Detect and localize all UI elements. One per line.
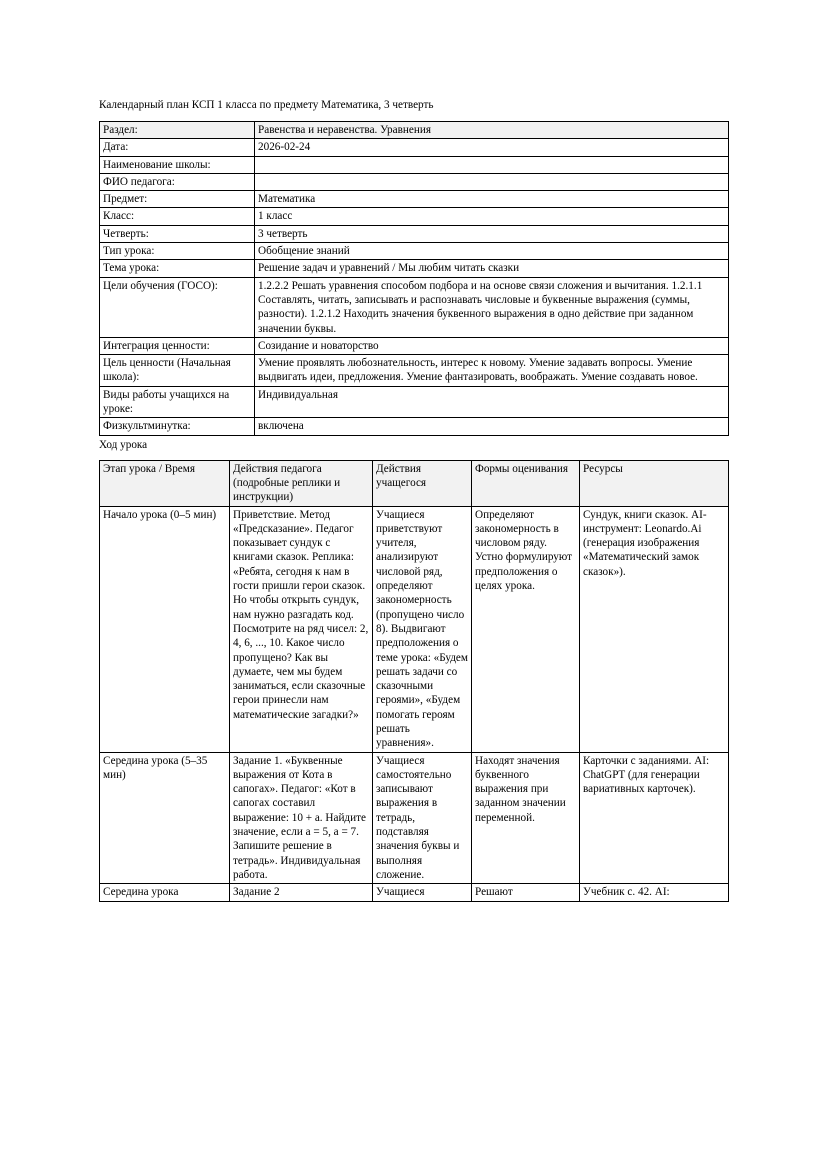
table-row (100, 156, 729, 173)
cell-student-actions: Учащиеся самостоятельно записывают выражения в тетрадь, подставляя значения буквы и выполняя сложение. (373, 752, 472, 884)
info-label-data: Дата: (100, 139, 255, 156)
table-row (100, 139, 729, 156)
info-value-school (255, 156, 729, 173)
table-row (100, 243, 729, 260)
info-label-teacher-name: ФИО педагога: (100, 173, 255, 190)
cell-stage: Середина урока (5–35 мин) (100, 752, 230, 884)
table-row (100, 884, 729, 901)
table-header-row (100, 460, 729, 506)
cell-assessment: Определяют закономерность в числовом ряду. Устно формулируют предположения о целях урока. (472, 506, 580, 752)
column-header-stage: Этап урока / Время (100, 460, 230, 506)
info-label-physical-break: Физкультминутка: (100, 418, 255, 435)
info-value-teacher-name (255, 173, 729, 190)
cell-student-actions: Учащиеся (373, 884, 472, 901)
document-content (99, 98, 728, 902)
info-value-subject: Математика (255, 191, 729, 208)
info-value-value-integration: Созидание и новаторство (255, 337, 729, 354)
lesson-info-body (100, 122, 729, 436)
info-label-subject: Предмет: (100, 191, 255, 208)
lesson-plan-header (100, 460, 729, 506)
table-row (100, 355, 729, 387)
table-row (100, 208, 729, 225)
cell-teacher-actions: Приветствие. Метод «Предсказание». Педагог показывает сундук с книгами сказок. Реплика: «Ребята, сегодня к нам в гости пришли герои сказок. Но чтобы открыть сундук, нам нужно разгадать код. Посмотрите на ряд чисел: 2, 4, 6, ..., 10. Какое число пропущено? Как вы думаете, чем мы будем заниматься, если сказочные герои принесли нам математические загадки?» (230, 506, 373, 752)
table-row (100, 225, 729, 242)
column-header-resources: Ресурсы (580, 460, 729, 506)
info-label-learning-objectives: Цели обучения (ГОСО): (100, 277, 255, 337)
lesson-flow-heading: Ход урока (99, 438, 148, 451)
cell-teacher-actions: Задание 2 (230, 884, 373, 901)
info-value-razdel: Равенства и неравенства. Уравнения (255, 122, 729, 139)
info-label-school: Наименование школы: (100, 156, 255, 173)
cell-resources: Карточки с заданиями. AI: ChatGPT (для генерации вариативных карточек). (580, 752, 729, 884)
info-value-value-goal: Умение проявлять любознательность, интерес к новому. Умение задавать вопросы. Умение выдвигать идеи, предложения. Умение фантазировать, воображать. Умение создавать новое. (255, 355, 729, 387)
info-label-razdel: Раздел: (100, 122, 255, 139)
cell-student-actions: Учащиеся приветствуют учителя, анализируют числовой ряд, определяют закономерность (пропущено число 8). Выдвигают предположения о теме урока: «Будем решать задачи со сказочными героями», «Будем помогать героям решать уравнения». (373, 506, 472, 752)
cell-assessment: Решают (472, 884, 580, 901)
cell-stage: Середина урока (100, 884, 230, 901)
cell-assessment: Находят значения буквенного выражения при заданном значении переменной. (472, 752, 580, 884)
info-value-learning-objectives: 1.2.2.2 Решать уравнения способом подбора и на основе связи сложения и вычитания. 1.2.1.1 Составлять, читать, записывать и распознавать числовые и буквенные выражения (суммы, разности). 1.2.1.2 Находить значения буквенного выражения в одно действие при заданном значении буквы. (255, 277, 729, 337)
table-row (100, 506, 729, 752)
table-row (100, 260, 729, 277)
info-label-value-integration: Интеграция ценности: (100, 337, 255, 354)
info-label-work-types: Виды работы учащихся на уроке: (100, 386, 255, 418)
info-label-value-goal: Цель ценности (Начальная школа): (100, 355, 255, 387)
info-label-quarter: Четверть: (100, 225, 255, 242)
table-row (100, 752, 729, 884)
table-row (100, 173, 729, 190)
cell-resources: Учебник с. 42. AI: (580, 884, 729, 901)
cell-stage: Начало урока (0–5 мин) (100, 506, 230, 752)
info-label-lesson-type: Тип урока: (100, 243, 255, 260)
info-value-lesson-type: Обобщение знаний (255, 243, 729, 260)
page-title: Календарный план КСП 1 класса по предмету Математика, 3 четверть (99, 99, 434, 111)
column-header-teacher-actions: Действия педагога (подробные реплики и инструкции) (230, 460, 373, 506)
table-row (100, 418, 729, 435)
table-row (100, 122, 729, 139)
lesson-plan-table (99, 460, 729, 902)
table-row (100, 191, 729, 208)
table-row (100, 386, 729, 418)
cell-resources: Сундук, книги сказок. AI-инструмент: Leonardo.Ai (генерация изображения «Математический замок сказок»). (580, 506, 729, 752)
lesson-plan-body (100, 506, 729, 901)
lesson-info-table (99, 121, 729, 436)
column-header-student-actions: Действия учащегося (373, 460, 472, 506)
table-row (100, 277, 729, 337)
info-value-physical-break: включена (255, 418, 729, 435)
info-label-class: Класс: (100, 208, 255, 225)
info-value-work-types: Индивидуальная (255, 386, 729, 418)
info-value-quarter: 3 четверть (255, 225, 729, 242)
info-value-lesson-topic: Решение задач и уравнений / Мы любим читать сказки (255, 260, 729, 277)
cell-teacher-actions: Задание 1. «Буквенные выражения от Кота в сапогах». Педагог: «Кот в сапогах составил выражение: 10 + a. Найдите значение, если a = 5, a = 7. Запишите решение в тетрадь». Индивидуальная работа. (230, 752, 373, 884)
info-value-class: 1 класс (255, 208, 729, 225)
info-label-lesson-topic: Тема урока: (100, 260, 255, 277)
info-value-data: 2026-02-24 (255, 139, 729, 156)
table-row (100, 337, 729, 354)
column-header-assessment: Формы оценивания (472, 460, 580, 506)
